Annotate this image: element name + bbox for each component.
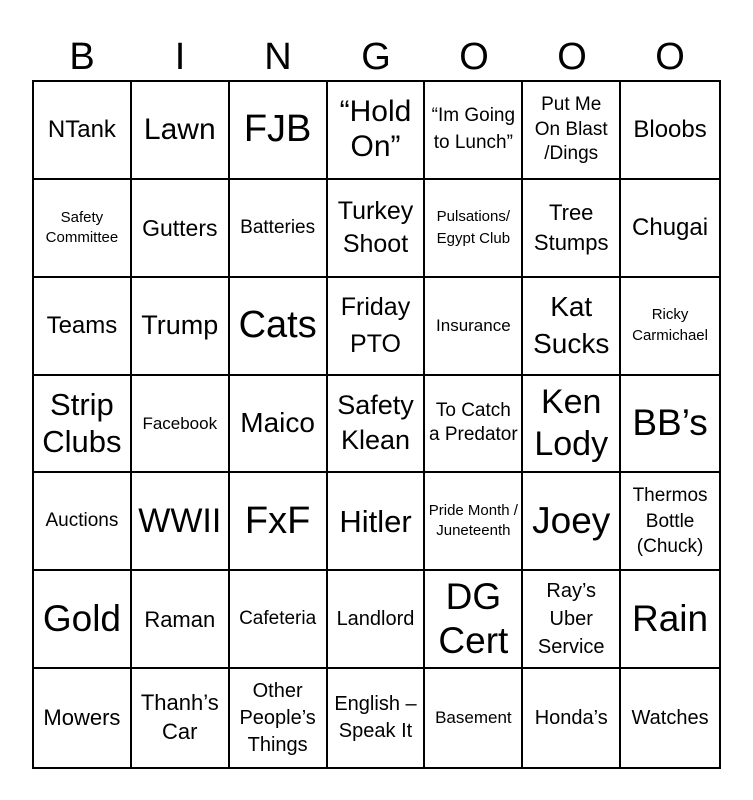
bingo-cell-r1c7[interactable] (621, 82, 719, 180)
header-letter-3: N (264, 36, 292, 78)
bingo-cell-r3c6[interactable] (523, 278, 621, 376)
bingo-cell-text: Put Me On Blast /Dings (534, 93, 608, 165)
bingo-cell-r5c3[interactable] (230, 473, 328, 571)
bingo-cell-r7c4[interactable] (328, 669, 426, 767)
bingo-cell-text: Trump (141, 310, 219, 341)
bingo-cell-r1c5[interactable] (425, 82, 523, 180)
bingo-cell-text: Ricky Carmichael (632, 306, 708, 344)
bingo-cell-text: English – Speak It (334, 693, 417, 743)
bingo-cell-text: Honda’s (534, 706, 608, 729)
bingo-cell-r3c5[interactable] (425, 278, 523, 376)
bingo-header (33, 34, 719, 80)
bingo-cell-text: Auctions (45, 510, 119, 532)
bingo-cell-r2c3[interactable] (230, 180, 328, 278)
header-letter-1: B (69, 36, 95, 78)
bingo-cell-r6c7[interactable] (621, 571, 719, 669)
bingo-cell-r2c6[interactable] (523, 180, 621, 278)
bingo-cell-text: Maico (240, 407, 315, 439)
bingo-cell-r2c5[interactable] (425, 180, 523, 278)
bingo-cell-text: Kat Sucks (533, 291, 610, 359)
bingo-cell-r2c1[interactable] (34, 180, 132, 278)
bingo-cell-r7c3[interactable] (230, 669, 328, 767)
bingo-cell-text: Pride Month / Juneteenth (428, 502, 518, 540)
bingo-cell-r6c6[interactable] (523, 571, 621, 669)
bingo-cell-r7c2[interactable] (132, 669, 230, 767)
bingo-cell-text: “Hold On” (339, 95, 412, 163)
bingo-cell-r4c2[interactable] (132, 376, 230, 474)
bingo-cell-r5c6[interactable] (523, 473, 621, 571)
bingo-cell-r2c2[interactable] (132, 180, 230, 278)
bingo-cell-r4c5[interactable] (425, 376, 523, 474)
bingo-cell-r4c4[interactable] (328, 376, 426, 474)
bingo-cell-text: Ray’s Uber Service (537, 580, 605, 659)
bingo-cell-r1c4[interactable] (328, 82, 426, 180)
bingo-cell-r4c3[interactable] (230, 376, 328, 474)
bingo-cell-text: FxF (244, 499, 311, 542)
header-letter-4: G (361, 36, 391, 78)
bingo-cell-r6c3[interactable] (230, 571, 328, 669)
bingo-cell-r6c1[interactable] (34, 571, 132, 669)
bingo-cell-text: Ken Lody (534, 382, 609, 464)
bingo-cell-text: FJB (243, 108, 312, 151)
bingo-cell-text: Bloobs (633, 116, 707, 144)
bingo-cell-r7c1[interactable] (34, 669, 132, 767)
bingo-cell-r3c3[interactable] (230, 278, 328, 376)
bingo-cell-text: Basement (435, 708, 512, 728)
bingo-cell-r7c6[interactable] (523, 669, 621, 767)
bingo-cell-text: Hitler (339, 503, 412, 539)
bingo-cell-r1c6[interactable] (523, 82, 621, 180)
header-letter-5: O (459, 36, 489, 78)
bingo-cell-text: Gutters (142, 214, 218, 241)
bingo-cell-r5c4[interactable] (328, 473, 426, 571)
bingo-cell-text: Thanh’s Car (140, 690, 219, 745)
bingo-cell-text: Turkey Shoot (337, 197, 414, 258)
bingo-cell-text: NTank (47, 116, 116, 144)
bingo-cell-text: Safety Committee (45, 208, 119, 246)
bingo-board (32, 80, 721, 769)
bingo-cell-text: Friday PTO (340, 293, 411, 358)
bingo-cell-text: Raman (144, 606, 216, 632)
bingo-cell-text: DG Cert (438, 575, 509, 662)
header-letter-7: O (655, 36, 685, 78)
bingo-cell-text: WWII (138, 501, 222, 540)
bingo-cell-text: Rain (632, 597, 709, 639)
bingo-cell-text: Watches (631, 706, 709, 729)
bingo-cell-r6c5[interactable] (425, 571, 523, 669)
bingo-cell-text: Thermos Bottle (Chuck) (632, 484, 708, 558)
bingo-cell-r1c1[interactable] (34, 82, 132, 180)
bingo-cell-r3c7[interactable] (621, 278, 719, 376)
bingo-cell-text: Joey (532, 500, 611, 542)
bingo-cell-text: Mowers (43, 705, 121, 731)
header-letter-6: O (557, 36, 587, 78)
bingo-cell-text: Batteries (240, 216, 316, 238)
bingo-cell-r5c2[interactable] (132, 473, 230, 571)
bingo-cell-text: BB’s (632, 402, 708, 444)
bingo-cell-text: Pulsations/ Egypt Club (436, 208, 511, 247)
bingo-cell-text: “Im Going to Lunch” (431, 105, 516, 153)
bingo-cell-text: Facebook (142, 413, 218, 433)
bingo-cell-text: Strip Clubs (42, 387, 122, 460)
bingo-cell-text: To Catch a Predator (428, 399, 518, 446)
bingo-cell-r3c4[interactable] (328, 278, 426, 376)
bingo-cell-text: Chugai (632, 213, 709, 241)
bingo-cell-r4c6[interactable] (523, 376, 621, 474)
bingo-cell-r1c2[interactable] (132, 82, 230, 180)
bingo-cell-r2c4[interactable] (328, 180, 426, 278)
bingo-cell-r3c2[interactable] (132, 278, 230, 376)
bingo-cell-text: Teams (46, 311, 118, 339)
bingo-cell-r7c7[interactable] (621, 669, 719, 767)
bingo-cell-text: Safety Klean (337, 390, 414, 456)
bingo-cell-text: Cats (238, 303, 317, 346)
bingo-cell-r5c7[interactable] (621, 473, 719, 571)
bingo-cell-r5c1[interactable] (34, 473, 132, 571)
bingo-cell-text: Landlord (336, 607, 415, 630)
bingo-cell-text: Lawn (143, 112, 216, 146)
bingo-cell-text: Gold (42, 597, 121, 639)
bingo-cell-text: Tree Stumps (533, 200, 609, 255)
bingo-cell-r4c1[interactable] (34, 376, 132, 474)
bingo-cell-r7c5[interactable] (425, 669, 523, 767)
bingo-cell-text: Cafeteria (239, 608, 317, 630)
header-letter-2: I (174, 36, 186, 78)
bingo-cell-r5c5[interactable] (425, 473, 523, 571)
bingo-cell-text: Other People’s Things (239, 679, 316, 756)
bingo-cell-r6c4[interactable] (328, 571, 426, 669)
bingo-cell-r1c3[interactable] (230, 82, 328, 180)
bingo-cell-r6c2[interactable] (132, 571, 230, 669)
bingo-cell-r2c7[interactable] (621, 180, 719, 278)
bingo-cell-r3c1[interactable] (34, 278, 132, 376)
bingo-cell-text: Insurance (436, 315, 511, 335)
bingo-cell-r4c7[interactable] (621, 376, 719, 474)
